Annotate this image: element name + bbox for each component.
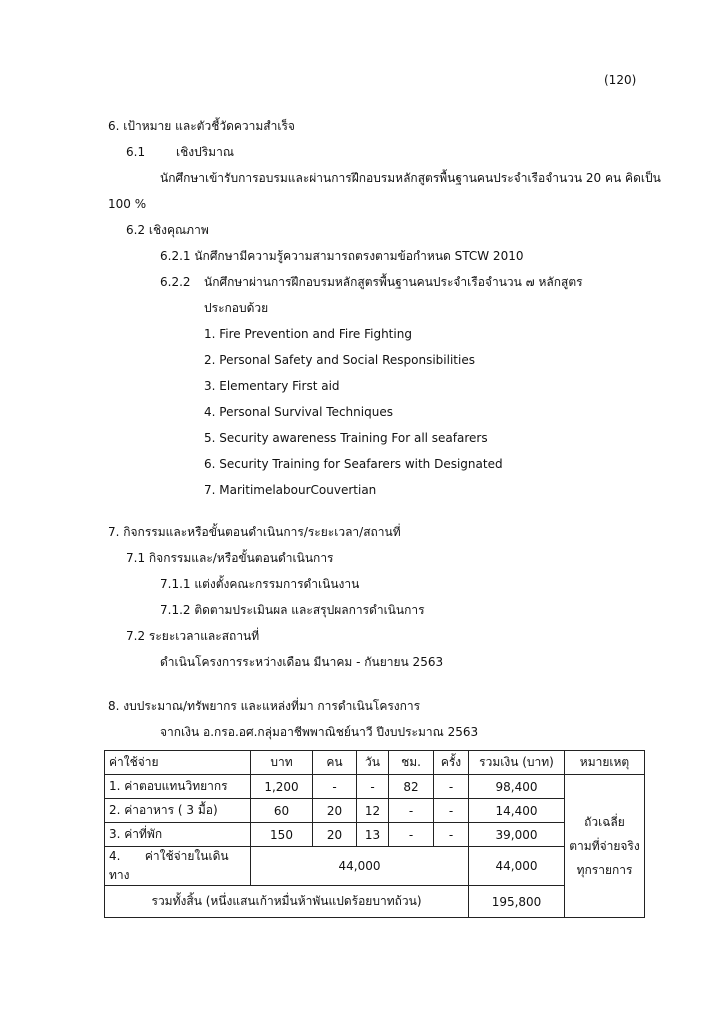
note-line: ถัวเฉลี่ย bbox=[584, 815, 625, 829]
section-6-2-2-text: นักศึกษาผ่านการฝึกอบรมหลักสูตรพื้นฐานคนประจำเรือจำนวน ๗ หลักสูตร bbox=[204, 275, 583, 289]
header-cell: วัน bbox=[357, 751, 389, 775]
header-cell: ชม. bbox=[389, 751, 434, 775]
grand-total-value: 195,800 bbox=[469, 886, 565, 918]
section-6-1-label: เชิงปริมาณ bbox=[176, 145, 234, 159]
table-row bbox=[105, 799, 645, 823]
times-cell: - bbox=[434, 823, 469, 847]
table-row bbox=[105, 847, 645, 886]
baht-cell: 1,200 bbox=[251, 775, 313, 799]
section-6-2-label: 6.2 เชิงคุณภาพ bbox=[126, 223, 209, 237]
item-cell: 1. ค่าตอบแทนวิทยากร bbox=[105, 775, 251, 799]
section-7-2-text: ดำเนินโครงการระหว่างเดือน มีนาคม - กันยายน 2563 bbox=[160, 655, 444, 669]
item-cell: 2. ค่าอาหาร ( 3 มื้อ) bbox=[105, 799, 251, 823]
item-number: 4. bbox=[109, 849, 121, 863]
section-6-title: 6. เป้าหมาย และตัวชี้วัดความสำเร็จ bbox=[108, 119, 295, 133]
header-cell: ครั้ง bbox=[434, 751, 469, 775]
section-7-1-2: 7.1.2 ติดตามประเมินผล และสรุปผลการดำเนินการ bbox=[160, 603, 425, 617]
times-cell: - bbox=[434, 799, 469, 823]
course-item: 2. Personal Safety and Social Responsibilities bbox=[204, 353, 475, 367]
course-item: 3. Elementary First aid bbox=[204, 379, 340, 393]
people-cell: - bbox=[313, 775, 357, 799]
course-item: 1. Fire Prevention and Fire Fighting bbox=[204, 327, 412, 341]
baht-cell: 60 bbox=[251, 799, 313, 823]
total-cell: 44,000 bbox=[469, 847, 565, 886]
header-cell: รวมเงิน (บาท) bbox=[469, 751, 565, 775]
item-label: ค่าใช้จ่ายในเดินทาง bbox=[109, 849, 229, 882]
header-cell: หมายเหตุ bbox=[565, 751, 645, 775]
note-line: ทุกรายการ bbox=[576, 863, 633, 877]
hours-cell: 82 bbox=[389, 775, 434, 799]
days-cell: 13 bbox=[357, 823, 389, 847]
header-cell: คน bbox=[313, 751, 357, 775]
section-7-1-1: 7.1.1 แต่งตั้งคณะกรรมการดำเนินงาน bbox=[160, 577, 360, 591]
baht-cell: 150 bbox=[251, 823, 313, 847]
people-cell: 20 bbox=[313, 799, 357, 823]
people-cell: 20 bbox=[313, 823, 357, 847]
section-7-2: 7.2 ระยะเวลาและสถานที่ bbox=[126, 629, 260, 643]
header-cell: บาท bbox=[251, 751, 313, 775]
course-item: 7. MaritimelabourCouvertian bbox=[204, 483, 377, 497]
grand-total-label: รวมทั้งสิ้น (หนึ่งแสนเก้าหมื่นห้าพันแปดร้อยบาทถ้วน) bbox=[105, 886, 469, 918]
section-6-1-text-cont: 100 % bbox=[108, 197, 147, 211]
section-6-2-2-text-cont: ประกอบด้วย bbox=[204, 301, 269, 315]
table-row bbox=[105, 775, 645, 799]
section-8-source: จากเงิน อ.กรอ.อศ.กลุ่มอาชีพพาณิชย์นาวี ปีงบประมาณ 2563 bbox=[160, 725, 479, 739]
note-line: ตามที่จ่ายจริง bbox=[569, 839, 640, 853]
section-6-2-2-number: 6.2.2 bbox=[160, 275, 191, 289]
course-item: 5. Security awareness Training For all seafarers bbox=[204, 431, 488, 445]
budget-table bbox=[104, 750, 645, 918]
section-7-1: 7.1 กิจกรรมและ/หรือขั้นตอนดำเนินการ bbox=[126, 551, 334, 565]
grand-total-row bbox=[105, 886, 645, 918]
section-7-title: 7. กิจกรรมและหรือขั้นตอนดำเนินการ/ระยะเวลา/สถานที่ bbox=[108, 525, 401, 539]
course-item: 6. Security Training for Seafarers with Designated bbox=[204, 457, 503, 471]
course-item: 4. Personal Survival Techniques bbox=[204, 405, 393, 419]
section-6-2-1: 6.2.1 นักศึกษามีความรู้ความสามารถตรงตามข้อกำหนด STCW 2010 bbox=[160, 249, 524, 263]
section-6-1-text: นักศึกษาเข้ารับการอบรมและผ่านการฝึกอบรมหลักสูตรพื้นฐานคนประจำเรือจำนวน 20 คน คิดเป็น bbox=[160, 171, 661, 185]
days-cell: - bbox=[357, 775, 389, 799]
total-cell: 98,400 bbox=[469, 775, 565, 799]
table-row bbox=[105, 823, 645, 847]
item-cell bbox=[105, 847, 251, 886]
hours-cell: - bbox=[389, 799, 434, 823]
amount-cell: 44,000 bbox=[251, 847, 469, 886]
total-cell: 14,400 bbox=[469, 799, 565, 823]
section-6-1-number: 6.1 bbox=[126, 145, 146, 159]
page-number: (120) bbox=[604, 73, 637, 87]
times-cell: - bbox=[434, 775, 469, 799]
hours-cell: - bbox=[389, 823, 434, 847]
table-header-row bbox=[105, 751, 645, 775]
days-cell: 12 bbox=[357, 799, 389, 823]
header-cell: ค่าใช้จ่าย bbox=[105, 751, 251, 775]
item-cell: 3. ค่าที่พัก bbox=[105, 823, 251, 847]
section-8-title: 8. งบประมาณ/ทรัพยากร และแหล่งที่มา การดำเนินโครงการ bbox=[108, 699, 421, 713]
total-cell: 39,000 bbox=[469, 823, 565, 847]
note-cell bbox=[565, 775, 645, 918]
